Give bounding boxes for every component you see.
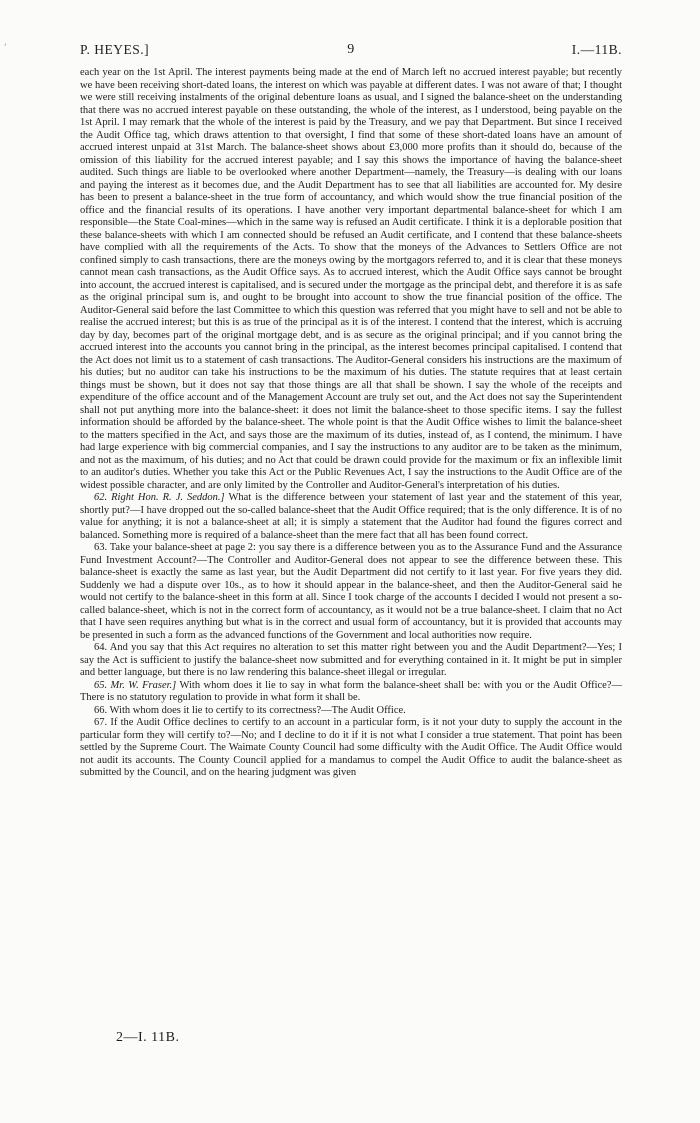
printer-signature: 2—I. 11B. (116, 1030, 180, 1045)
paragraph-text: 66. With whom does it lie to certify to its correctness?—The Audit Office. (94, 704, 406, 716)
speaker-label: 62. Right Hon. R. J. Seddon.] (94, 492, 225, 503)
paragraph-question-64 (80, 642, 622, 680)
paragraph-text: With whom does it lie to say in what form the balance-sheet shall be: with you or the Audit Office?—There is no statutory regulation to provide in what form it shall be. (80, 679, 622, 703)
paragraph-text: 67. If the Audit Office declines to certify to an account in a particular form, is it not your duty to supply the account in the particular form they will certify to?—No; and I decline to do it if it is not what I consider a true statement. That point has been settled by the Supreme Court. The Waimate County Council had some difficulty with the Audit Office. The Audit Office would not audit its accounts. The County Council applied for a mandamus to compel the Audit Office to audit the balance-sheet as submitted by the Council, and on the hearing judgment was given (80, 717, 622, 778)
paragraph-text: What is the difference between your statement of last year and the statement of this year, shortly put?—I have dropped out the so-called balance-sheet that the Audit Office required; that is the only difference. It is of no value for anything; it is not a balance-sheet at all; it is simply a statement that the Auditor had found the figures correct and balanced. Something more is required of a balance-sheet than the mere fact that all has been found correct. (80, 492, 622, 541)
scan-edge-mark: ʻ (4, 42, 7, 51)
header-witness-name: P. HEYES.] (80, 42, 150, 57)
paragraph-question-63 (80, 542, 622, 642)
paragraph-question-62 (80, 492, 622, 542)
paragraph-text: 64. And you say that this Act requires no alteration to set this matter right between you and the Audit Department?—Yes; I say the Act is sufficient to justify the balance-sheet now submitted and for everything contained in it. It might be put in simpler and better language, but there is no law rendering this balance-sheet illegal or irregular. (80, 642, 622, 678)
paragraph-text: each year on the 1st April. The interest payments being made at the end of March left no accrued interest payable; but recently we have been receiving short-dated loans, the interest on which was payable at different dates. I was not aware of that; I thought we were still receiving instalments of the original debenture loans as usual, and I signed the balance-sheet on the understanding that there was no accrued interest payable on these outstanding, the whole of the interest, as I understood, being payable on the 1st April. I may remark that the whole of the interest is paid by the Treasury, and we pay that Department. But since I received the Audit Office tag, which draws attention to that oversight, I find that some of these short-dated loans have an amount of accrued interest unpaid at 31st March. The balance-sheet shows about £3,000 more profits than it should do, because of the omission of this liability for the accrued interest payable; and I say this shows the importance of having the balance-sheet audited. Such things are liable to be overlooked where another Department—namely, the Treasury—is dealing with our loans and paying the interest as it becomes due, and the Audit Department has to see that all liabilities are accounted for. My desire has been to present a balance-sheet in the true form of accountancy, and which would show the true financial position of the office and the financial results of its operations. I have another very important departmental balance-sheet for which I am responsible—the State Coal-mines—which in the same way is refused an Audit certificate. I think it is a deplorable position that these balance-sheets with which I am connected should be refused an Audit certificate, and I contend that these balance-sheets have complied with all the requirements of the Acts. To show that the moneys of the Advances to Settlers Office are not confined simply to cash transactions, there are the moneys owing by the mortgagors referred to, and it is clear that these moneys cannot mean cash transactions, as the Audit Office says. As to accrued interest, which the Audit Office says cannot be brought into account, the accrued interest is capitalised, and is secured under the mortgage as the principal debt, and therefore it is as safe as the original principal sum is, and ought to be brought into account to show the true financial position of the office. The Auditor-General said before the last Committee to which this question was referred that you might have to sell and not be able to realise the accrued interest; but this is as true of the principal as it is of the interest. I contend that the interest, which is accruing day by day, becomes part of the original mortgage debt, and is as secure as the original principal; and if you cannot bring the accrued interest into the accounts you cannot bring in the principal, as the interest becomes principal capitalised. I contend that the Act does not limit us to a statement of cash transactions. The Auditor-General considers his instructions are the maximum of his duties; but no auditor can take his instructions to be the maximum of his duties. The statute requires that at least certain things must be shown, but it does not say that those things are all that shall be shown. I say the whole of the receipts and expenditure of the office account and of the Management Account are truly set out, and the Act does not say the Superintendent shall not put anything more into the balance-sheet: it does not limit the balance-sheet to those specific items. I say the fullest information should be afforded by the balance-sheet. The whole point is that the Audit Office wishes to limit the balance-sheet to the matters specified in the Act, and says those are the maximum of its duties, instead of, as I contend, the minimum. I have had large experience with big commercial companies, and I say the instructions to any auditor are to be taken as the minimum, and not as the maximum, of his duties; and no Act that could be drawn could provide for the maximum or fix an inflexible limit to an auditor's duties. Whether you take this Act or the Public Revenues Act, I say the instructions to the Audit Office are of the widest possible character, and are only limited by the Controller and Auditor-General's interpretation of his duties. (80, 67, 623, 491)
paragraph-continuation (80, 67, 622, 492)
paragraph-text: 63. Take your balance-sheet at page 2: you say there is a difference between you as to the Assurance Fund and the Assurance Fund Investment Account?—The Controller and Auditor-General does not appear to see the difference between these. This balance-sheet is exactly the same as last year, but the Audit Department did not certify to it last year. For five years they did. Suddenly we had a dispute over 10s., as to how it should appear in the balance-sheet, and then the Auditor-General said he would not certify to the balance-sheet in this form at all. Since I took charge of the accounts I decided I would not present a so-called balance-sheet, which is not in the correct form of accountancy, as it would not be a true balance-sheet. I claim that no Act that I have seen requires anything but what is in the correct and usual form of accountancy, but it is provided that accounts may be presented in such a form as the advanced functions of the Government and local authorities now require. (80, 542, 622, 641)
page-header (80, 42, 622, 60)
paragraph-question-67 (80, 717, 622, 780)
paragraph-question-66 (80, 705, 622, 718)
document-body (80, 67, 622, 780)
paragraph-question-65 (80, 680, 622, 705)
speaker-label: 65. Mr. W. Fraser.] (94, 679, 177, 691)
page-number: 9 (347, 42, 355, 57)
paper-reference: I.—11B. (571, 42, 622, 57)
